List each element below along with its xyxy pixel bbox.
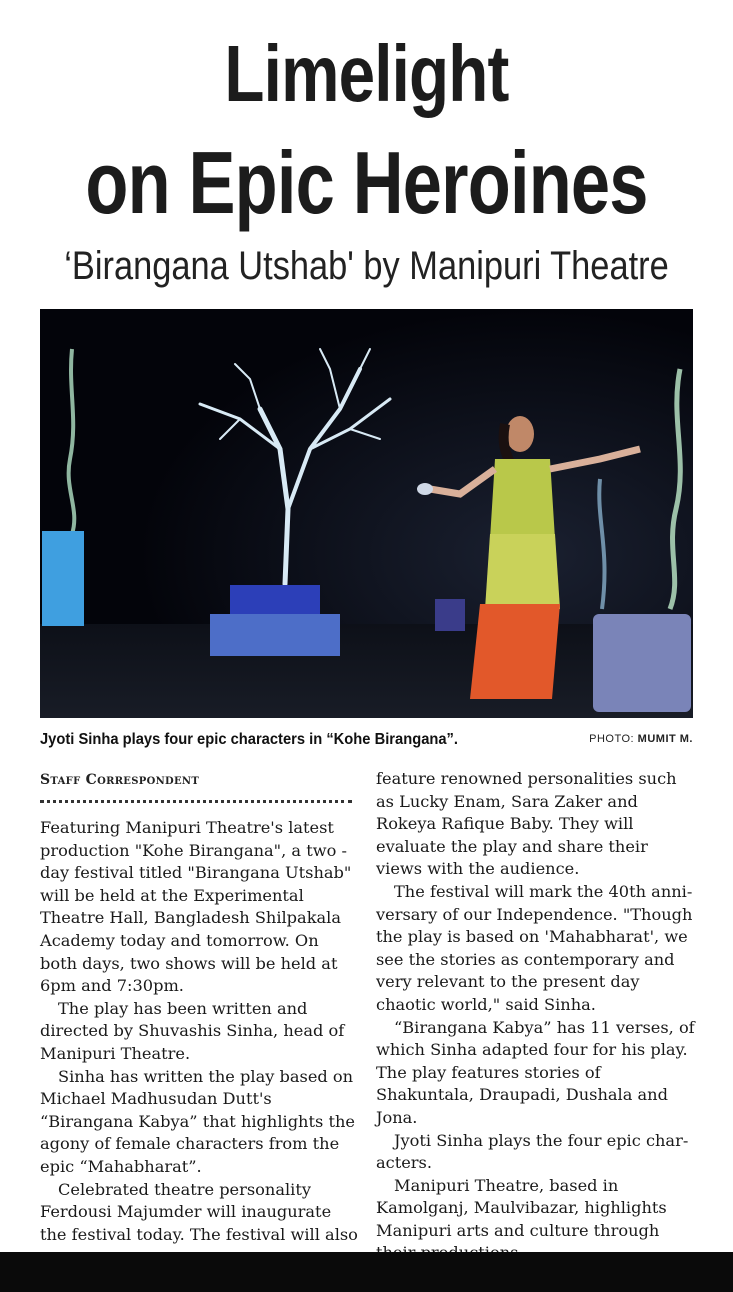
byline: Staff Correspondent [40,772,200,788]
paragraph: “Birangana Kabya” has 11 verses, of which Sinha adapted four for his play. The play features stories of Shakuntala, Draupadi, Dushala and Jona. [376,1017,695,1127]
paragraph: Jyoti Sinha plays the four epic char-acters. [376,1130,689,1173]
paragraph: Manipuri Theatre, based in Kamolganj, Maulvibazar, highlights Manipuri arts and culture through [376,1175,667,1240]
photo-credit-label: PHOTO: [589,733,635,745]
paragraph: Celebrated theatre personality Ferdousi Majumder will inaugurate the festival today. The festival will also [40,1179,358,1244]
paragraph: The festival will mark the 40th anni-versary of our Independence. "Though the play is based on 'Mahabharat', we see the stories as contemporary and very relevant to the present day chaotic world," said Sinha. [376,881,693,1014]
paragraph: Sinha has written the play based on Michael Madhusudan Dutt's “Birangana Kabya” that highlights the agony of female characters from the epic “Mahabharat”. [40,1066,355,1176]
paragraph: feature renowned personalities such as Lucky Enam, Sara Zaker and Rokeya Rafique Baby. They will evaluate the play and share their views with the audience. [376,769,677,879]
photo-caption: Jyoti Sinha plays four epic characters in “Kohe Birangana”. [40,731,459,748]
stage-photo [40,309,693,718]
photo-credit-name: MUMIT M. [637,733,693,745]
subheadline: ‘Birangana Utshab' by Manipuri Theatre [64,244,669,288]
headline-line-1: Limelight [224,29,509,118]
photo-credit [589,733,693,745]
byline-divider [40,792,352,803]
article-column-left [40,768,360,1246]
headline-line-2: on Epic Heroines [85,133,648,232]
article-column-right [376,768,696,1265]
paragraph: The play has been written and directed by Shuvashis Sinha, head of Manipuri Theatre. [40,998,345,1063]
paragraph: Featuring Manipuri Theatre's latest production "Kohe Birangana", a two - day festival titled "Birangana Utshab" will be held at the Experimental Theatre Hall, Bangladesh Shilpakala Academy today and tomorrow. On both days, two shows will be held at 6pm and 7:30pm. [40,818,352,996]
bottom-bar [0,1252,733,1292]
